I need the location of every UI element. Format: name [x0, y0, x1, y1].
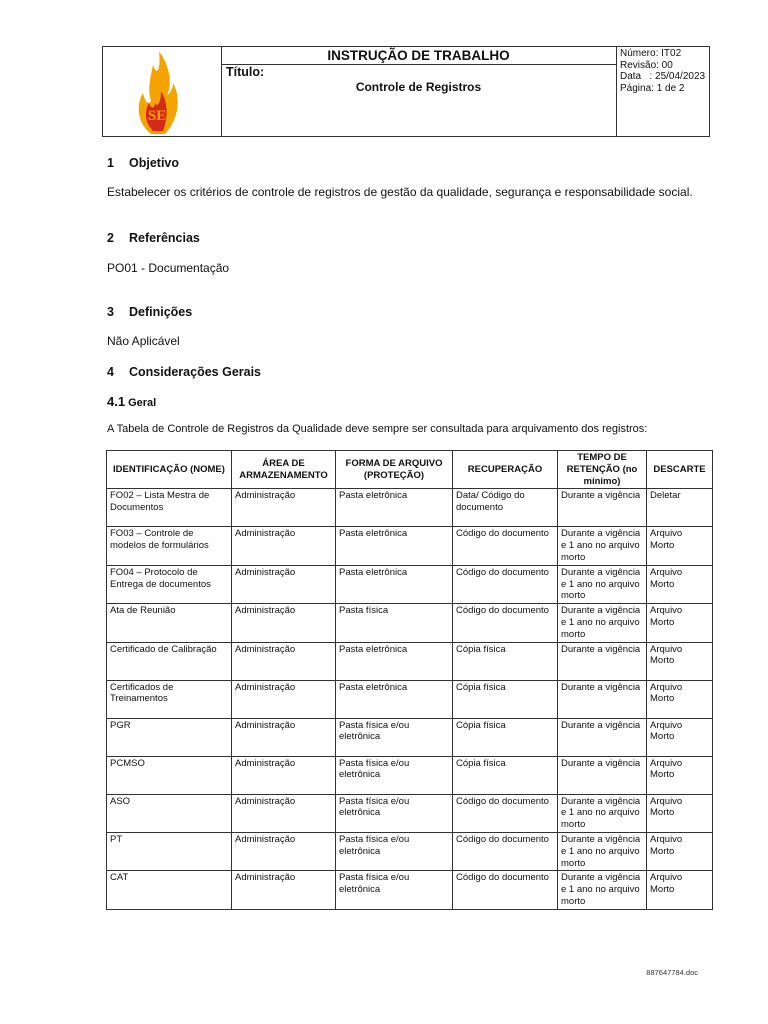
section-number: 1	[107, 156, 114, 170]
logo-lettering: SE	[147, 108, 167, 124]
table-cell: Pasta eletrônica	[336, 527, 453, 565]
table-cell: Pasta física e/ou eletrônica	[336, 832, 453, 870]
table-cell: Administração	[232, 527, 336, 565]
table-cell: Durante a vigência e 1 ano no arquivo morto	[558, 565, 647, 603]
col-header-tempo: TEMPO DE RETENÇÃO (no mínimo)	[558, 451, 647, 489]
table-cell: CAT	[107, 871, 232, 909]
table-cell: Cópia física	[453, 642, 558, 680]
table-cell: Pasta eletrônica	[336, 642, 453, 680]
section-3-text: Não Aplicável	[107, 334, 180, 348]
table-cell: Pasta física	[336, 604, 453, 642]
company-logo	[103, 47, 221, 136]
table-cell: Pasta física e/ou eletrônica	[336, 871, 453, 909]
section-1-heading	[107, 156, 179, 170]
table-row	[107, 565, 713, 603]
col-header-area: ÁREA DE ARMAZENAMENTO	[232, 451, 336, 489]
table-cell: PCMSO	[107, 756, 232, 794]
doc-revision: Revisão: 00	[620, 59, 673, 71]
table-cell: Administração	[232, 832, 336, 870]
table-cell: Administração	[232, 565, 336, 603]
document-title: Controle de Registros	[355, 80, 482, 94]
section-title: Considerações Gerais	[129, 365, 262, 379]
doc-type: INSTRUÇÃO DE TRABALHO	[221, 47, 616, 65]
table-header-row	[107, 451, 713, 489]
table-cell: Administração	[232, 718, 336, 756]
table-cell: Código do documento	[453, 794, 558, 832]
table-row	[107, 871, 713, 909]
table-cell: Código do documento	[453, 565, 558, 603]
table-cell: FO03 – Controle de modelos de formulários	[107, 527, 232, 565]
section-title: Referências	[129, 231, 200, 245]
subsection-4-1-text: A Tabela de Controle de Registros da Qualidade deve sempre ser consultada para arquivamento dos registros:	[107, 423, 648, 435]
table-row	[107, 794, 713, 832]
section-title: Definições	[129, 305, 193, 319]
table-cell: Durante a vigência e 1 ano no arquivo morto	[558, 527, 647, 565]
table-cell: PT	[107, 832, 232, 870]
table-cell: Pasta eletrônica	[336, 489, 453, 527]
table-cell: Administração	[232, 604, 336, 642]
table-row	[107, 642, 713, 680]
subsection-4-1-heading	[107, 393, 156, 411]
section-number: 2	[107, 231, 114, 245]
col-header-recuperacao: RECUPERAÇÃO	[453, 451, 558, 489]
table-cell: Código do documento	[453, 832, 558, 870]
section-4-heading	[107, 365, 261, 379]
table-cell: Administração	[232, 642, 336, 680]
table-cell: Arquivo Morto	[647, 604, 713, 642]
doc-page: Página: 1 de 2	[620, 82, 685, 94]
table-cell: Data/ Código do documento	[453, 489, 558, 527]
section-2-heading	[107, 231, 200, 245]
table-row	[107, 489, 713, 527]
table-row	[107, 718, 713, 756]
col-header-identificacao: IDENTIFICAÇÃO (NOME)	[107, 451, 232, 489]
table-cell: Durante a vigência e 1 ano no arquivo morto	[558, 871, 647, 909]
table-cell: Arquivo Morto	[647, 832, 713, 870]
table-cell: Cópia física	[453, 756, 558, 794]
col-header-descarte: DESCARTE	[647, 451, 713, 489]
table-row	[107, 604, 713, 642]
table-cell: Arquivo Morto	[647, 794, 713, 832]
table-cell: PGR	[107, 718, 232, 756]
title-label: Título:	[226, 65, 265, 79]
table-cell: Administração	[232, 680, 336, 718]
footer-filename: 887647784.doc	[646, 968, 698, 977]
table-cell: Durante a vigência e 1 ano no arquivo morto	[558, 832, 647, 870]
table-cell: Código do documento	[453, 527, 558, 565]
table-cell: Durante a vigência	[558, 489, 647, 527]
table-cell: Administração	[232, 794, 336, 832]
section-number: 3	[107, 305, 114, 319]
document-meta	[620, 48, 705, 94]
table-cell: Pasta eletrônica	[336, 565, 453, 603]
table-cell: Ata de Reunião	[107, 604, 232, 642]
table-cell: Arquivo Morto	[647, 680, 713, 718]
table-cell: Durante a vigência e 1 ano no arquivo morto	[558, 604, 647, 642]
table-row	[107, 832, 713, 870]
table-cell: Pasta física e/ou eletrônica	[336, 756, 453, 794]
section-3-heading	[107, 305, 192, 319]
logo-cell	[103, 47, 222, 136]
table-cell: FO04 – Protocolo de Entrega de documentos	[107, 565, 232, 603]
table-cell: Arquivo Morto	[647, 642, 713, 680]
section-2-text: PO01 - Documentação	[107, 261, 230, 275]
table-cell: Durante a vigência	[558, 718, 647, 756]
table-row	[107, 756, 713, 794]
table-cell: Arquivo Morto	[647, 527, 713, 565]
table-cell: Certificado de Calibração	[107, 642, 232, 680]
table-cell: Durante a vigência e 1 ano no arquivo morto	[558, 794, 647, 832]
table-cell: Durante a vigência	[558, 756, 647, 794]
table-cell: FO02 – Lista Mestra de Documentos	[107, 489, 232, 527]
title-cell	[221, 47, 617, 136]
col-header-forma: FORMA DE ARQUIVO (PROTEÇÃO)	[336, 451, 453, 489]
subsection-number: 4.1	[107, 394, 126, 409]
table-cell: Certificados de Treinamentos	[107, 680, 232, 718]
subsection-title: Geral	[128, 397, 157, 409]
doc-number: Número: IT02	[620, 48, 682, 59]
table-cell: Arquivo Morto	[647, 565, 713, 603]
table-cell: Cópia física	[453, 718, 558, 756]
table-cell: Durante a vigência	[558, 642, 647, 680]
table-cell: Durante a vigência	[558, 680, 647, 718]
table-cell: Arquivo Morto	[647, 718, 713, 756]
table-cell: Deletar	[647, 489, 713, 527]
table-cell: Pasta física e/ou eletrônica	[336, 718, 453, 756]
table-row	[107, 680, 713, 718]
table-cell: Administração	[232, 756, 336, 794]
table-cell: Pasta eletrônica	[336, 680, 453, 718]
table-cell: Código do documento	[453, 871, 558, 909]
table-cell: Pasta física e/ou eletrônica	[336, 794, 453, 832]
table-cell: ASO	[107, 794, 232, 832]
table-cell: Código do documento	[453, 604, 558, 642]
records-table	[106, 450, 713, 910]
section-title: Objetivo	[129, 156, 180, 170]
document-header	[102, 46, 710, 137]
table-cell: Arquivo Morto	[647, 871, 713, 909]
table-cell: Arquivo Morto	[647, 756, 713, 794]
table-cell: Administração	[232, 489, 336, 527]
table-cell: Administração	[232, 871, 336, 909]
doc-date: Data : 25/04/2023	[620, 71, 706, 82]
table-row	[107, 527, 713, 565]
table-cell: Cópia física	[453, 680, 558, 718]
section-1-text: Estabelecer os critérios de controle de registros de gestão da qualidade, segurança e responsabilidade social.	[107, 185, 693, 199]
section-number: 4	[107, 365, 114, 379]
